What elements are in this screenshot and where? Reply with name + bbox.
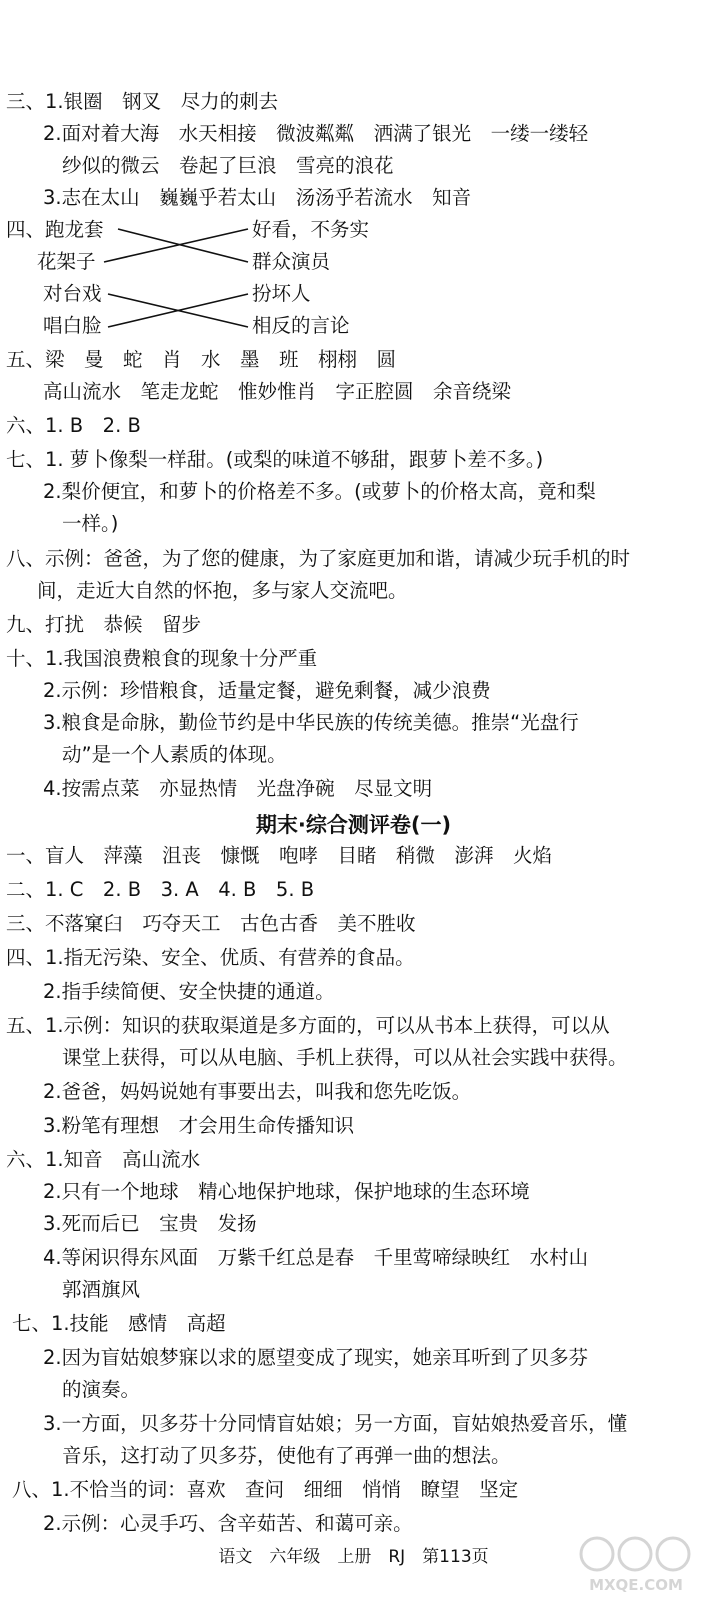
text-line: 2.因为盲姑娘梦寐以求的愿望变成了现实，她亲耳听到了贝多芬 bbox=[43, 1346, 589, 1369]
text-line: 四、1.指无污染、安全、优质、有营养的食品。 bbox=[6, 946, 415, 969]
watermark-text: MXQE.COM bbox=[589, 1576, 683, 1594]
text-line: 八、1.不恰当的词：喜欢 查问 细细 悄悄 瞭望 坚定 bbox=[12, 1478, 519, 1501]
text-line: 三、不落窠臼 巧夺天工 古色古香 美不胜收 bbox=[6, 912, 416, 935]
watermark-icon bbox=[571, 1534, 701, 1574]
match-right-item: 扮坏人 bbox=[252, 282, 311, 305]
match-line bbox=[108, 294, 248, 327]
text-line: 2.爸爸，妈妈说她有事要出去，叫我和您先吃饭。 bbox=[43, 1080, 472, 1103]
text-line: 六、1. B 2. B bbox=[6, 414, 141, 437]
match-left-item: 四、跑龙套 bbox=[6, 218, 104, 241]
section-title: 期末·综合测评卷(一) bbox=[255, 813, 452, 837]
text-line: 一、盲人 萍藻 沮丧 慷慨 咆哮 目睹 稍微 澎湃 火焰 bbox=[6, 844, 553, 867]
match-right-item: 群众演员 bbox=[252, 250, 331, 273]
text-line: 五、梁 曼 蛇 肖 水 墨 班 栩栩 圆 bbox=[6, 348, 397, 371]
text-line: 九、打扰 恭候 留步 bbox=[6, 613, 202, 636]
text-line: 2.只有一个地球 精心地保护地球，保护地球的生态环境 bbox=[43, 1180, 530, 1203]
text-line: 4.等闲识得东风面 万紫千红总是春 千里莺啼绿映红 水村山 bbox=[43, 1246, 589, 1269]
match-line bbox=[108, 294, 248, 327]
text-line: 2.面对着大海 水天相接 微波粼粼 洒满了银光 一缕一缕轻 bbox=[43, 122, 589, 145]
text-line: 郭酒旗风 bbox=[62, 1278, 141, 1301]
text-line: 3.粉笔有理想 才会用生命传播知识 bbox=[43, 1114, 355, 1137]
text-line: 音乐，这打动了贝多芬，使他有了再弹一曲的想法。 bbox=[62, 1444, 511, 1467]
watermark-logo bbox=[571, 1534, 701, 1594]
match-left-item: 对台戏 bbox=[43, 282, 102, 305]
text-line: 4.按需点菜 亦显热情 光盘净碗 尽显文明 bbox=[43, 777, 433, 800]
text-line: 三、1.银圈 钢叉 尽力的刺去 bbox=[6, 90, 279, 113]
text-line: 高山流水 笔走龙蛇 惟妙惟肖 字正腔圆 余音绕梁 bbox=[43, 380, 512, 403]
text-line: 3.志在太山 巍巍乎若太山 汤汤乎若流水 知音 bbox=[43, 186, 472, 209]
text-line: 七、1.技能 感情 高超 bbox=[12, 1312, 226, 1335]
match-right-item: 相反的言论 bbox=[252, 314, 350, 337]
page-footer: 语文 六年级 上册 RJ 第113页 bbox=[218, 1547, 489, 1567]
text-line: 2.指手续简便、安全快捷的通道。 bbox=[43, 980, 335, 1003]
text-line: 3.粮食是命脉，勤俭节约是中华民族的传统美德。推崇“光盘行 bbox=[43, 711, 579, 734]
text-line: 2.示例：珍惜粮食，适量定餐，避免剩餐，减少浪费 bbox=[43, 679, 491, 702]
text-line: 2.梨价便宜，和萝卜的价格差不多。(或萝卜的价格太高，竟和梨 bbox=[43, 480, 596, 503]
text-line: 一样。) bbox=[62, 512, 119, 535]
text-line: 七、1. 萝卜像梨一样甜。(或梨的味道不够甜，跟萝卜差不多。) bbox=[6, 448, 544, 471]
text-line: 纱似的微云 卷起了巨浪 雪亮的浪花 bbox=[62, 154, 394, 177]
text-line: 的演奏。 bbox=[62, 1378, 141, 1401]
match-line bbox=[104, 229, 248, 262]
match-right-item: 好看，不务实 bbox=[252, 218, 370, 241]
text-line: 六、1.知音 高山流水 bbox=[6, 1148, 201, 1171]
text-line: 动”是一个人素质的体现。 bbox=[62, 743, 287, 766]
text-line: 间，走近大自然的怀抱，多与家人交流吧。 bbox=[37, 579, 408, 602]
text-line: 二、1. C 2. B 3. A 4. B 5. B bbox=[6, 878, 315, 901]
text-line: 十、1.我国浪费粮食的现象十分严重 bbox=[6, 647, 318, 670]
match-left-item: 花架子 bbox=[37, 250, 96, 273]
text-line: 八、示例：爸爸，为了您的健康，为了家庭更加和谐，请减少玩手机的时 bbox=[6, 547, 631, 570]
match-left-item: 唱白脸 bbox=[43, 314, 102, 337]
text-line: 课堂上获得，可以从电脑、手机上获得，可以从社会实践中获得。 bbox=[62, 1046, 628, 1069]
text-line: 五、1.示例：知识的获取渠道是多方面的，可以从书本上获得，可以从 bbox=[6, 1014, 610, 1037]
match-line bbox=[118, 229, 248, 262]
text-line: 3.一方面，贝多芬十分同情盲姑娘；另一方面，盲姑娘热爱音乐，懂 bbox=[43, 1412, 628, 1435]
text-line: 2.示例：心灵手巧、含辛茹苦、和蔼可亲。 bbox=[43, 1512, 413, 1535]
text-line: 3.死而后已 宝贵 发扬 bbox=[43, 1212, 257, 1235]
